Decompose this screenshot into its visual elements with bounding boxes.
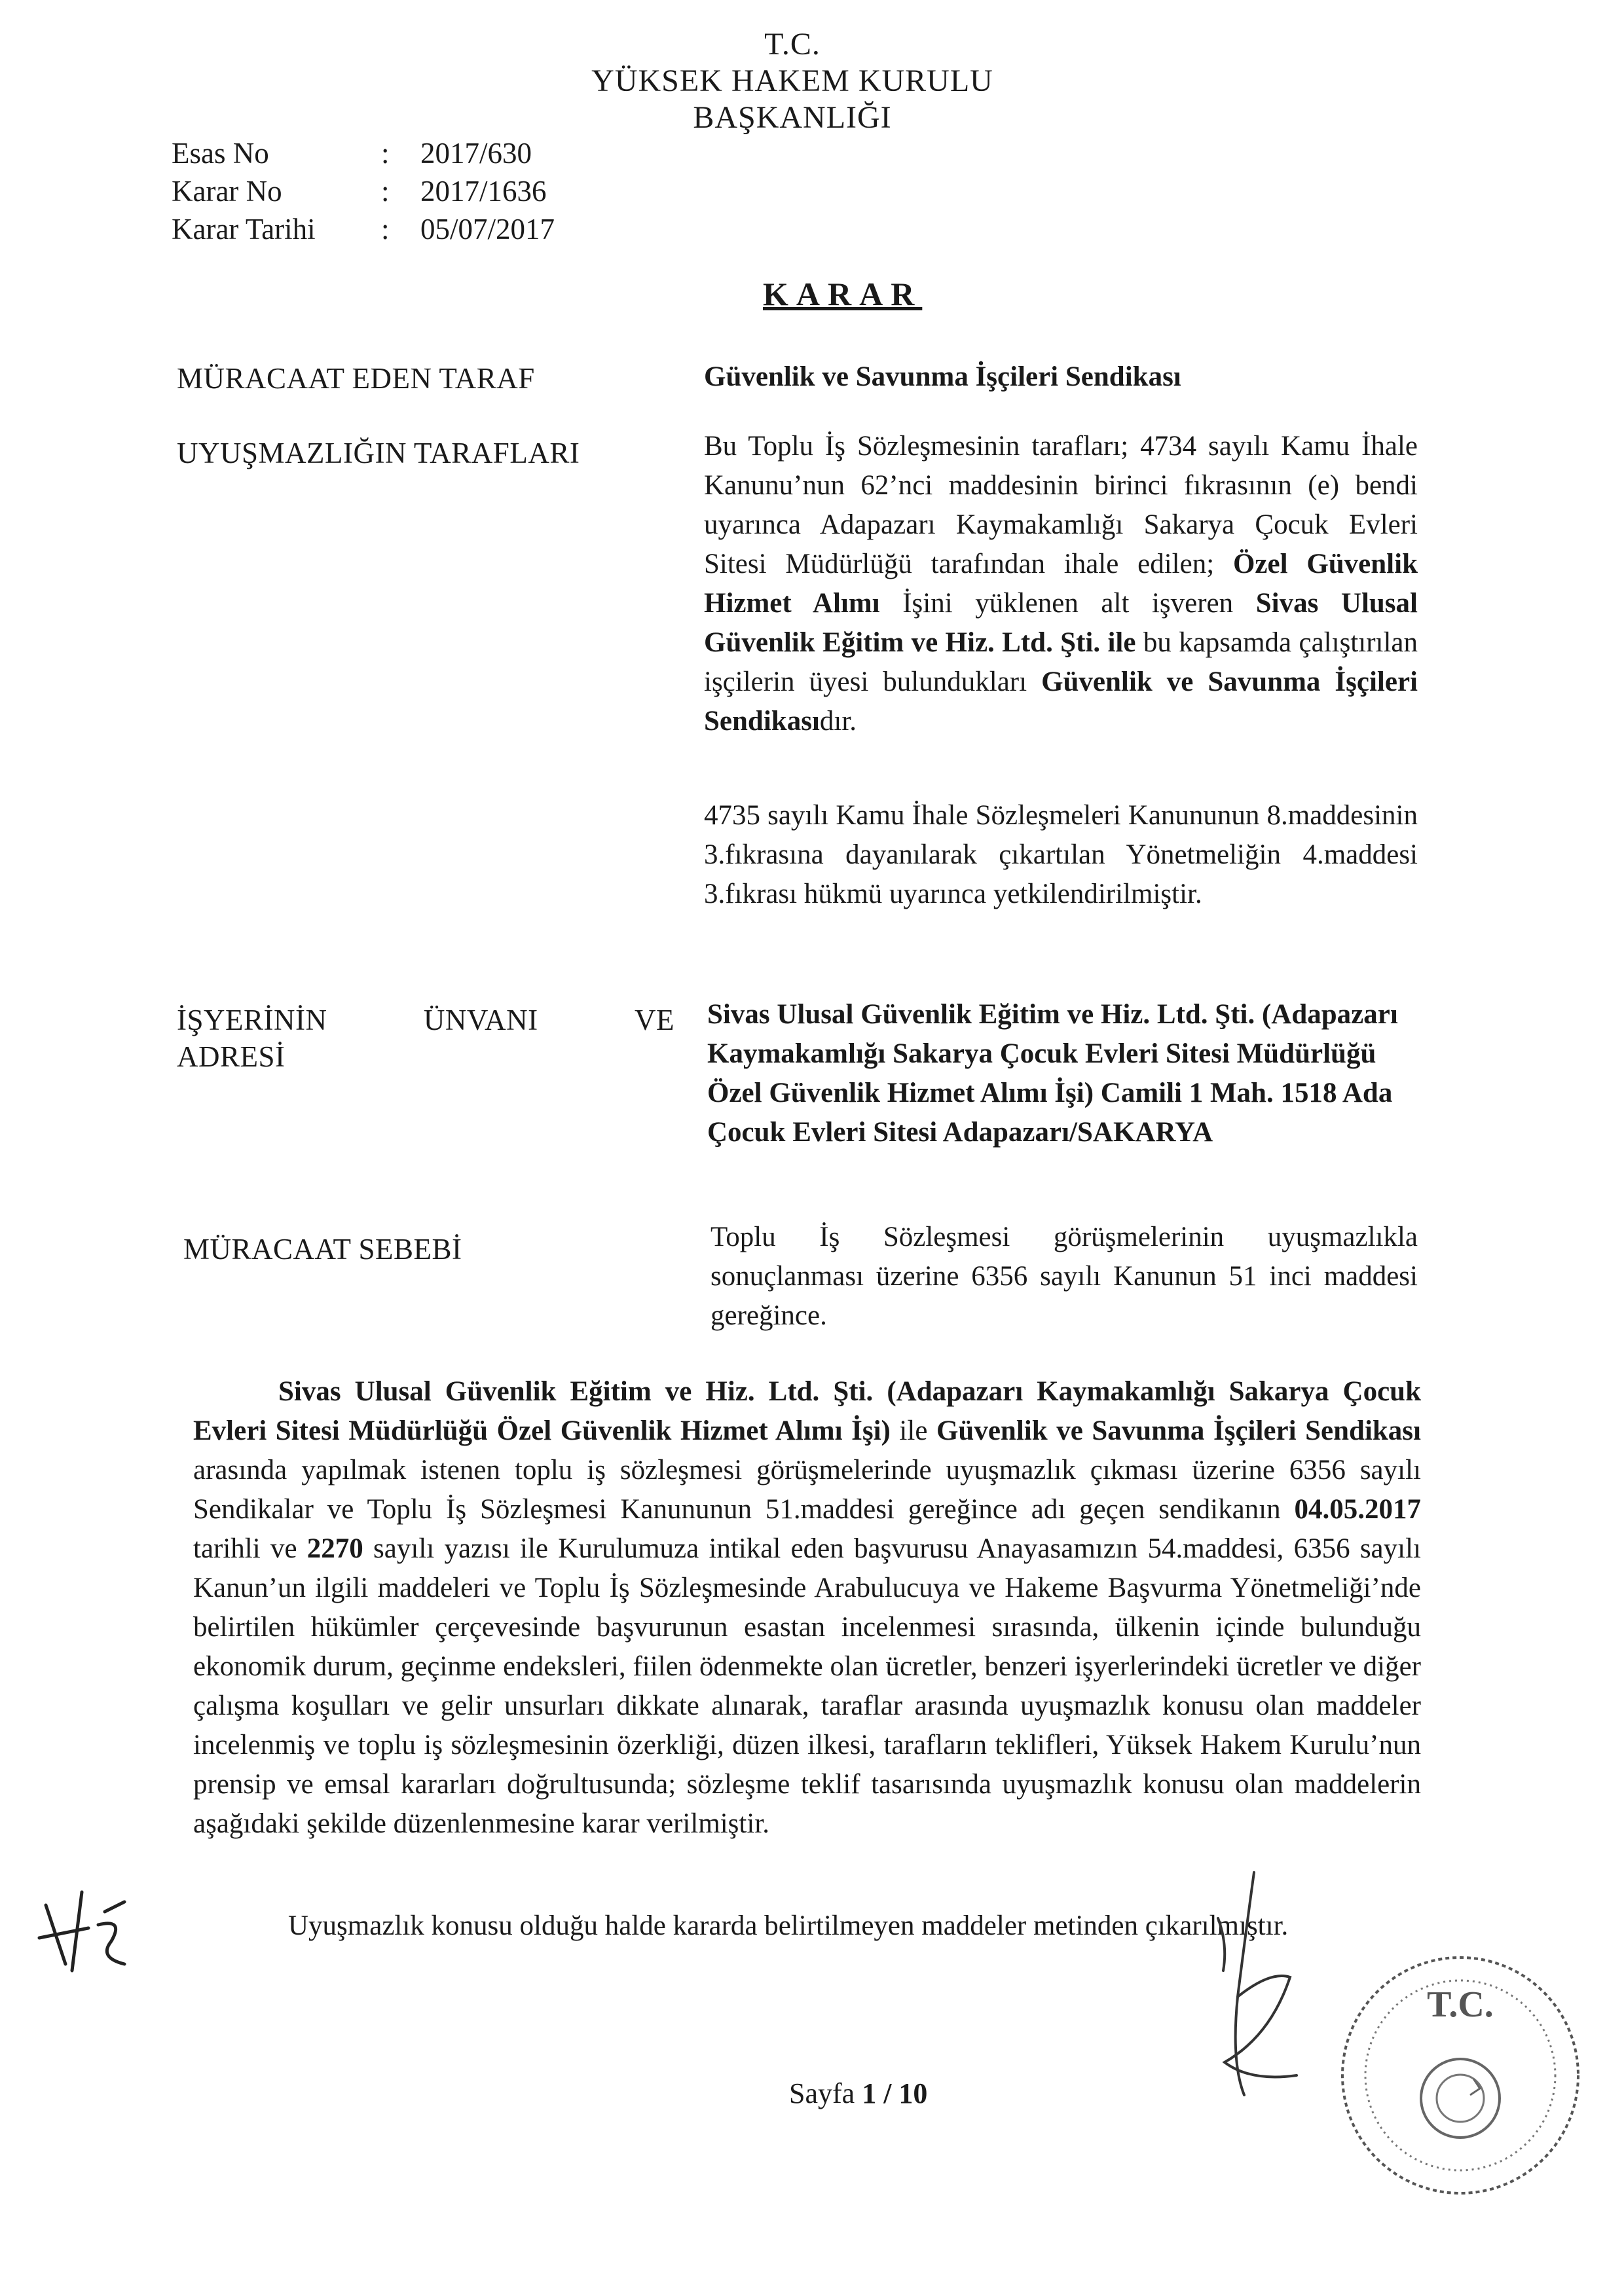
reason-value: Toplu İş Sözleşmesi görüşmelerinin uyuşmazlıkla sonuçlanması üzerine 6356 sayılı Kanunun 51 inci maddesi gereğince.	[710, 1222, 1418, 1331]
parties-employer: Sivas Ulusal Güvenlik Eğitim ve Hiz. Ltd. Şti. ile	[704, 588, 1418, 658]
meta-value: 2017/630	[420, 137, 532, 170]
workplace-label-word: VE	[634, 1004, 674, 1036]
decision-paragraph	[193, 1372, 1421, 1844]
workplace-label	[177, 1002, 674, 1075]
decision-employer: Sivas Ulusal Güvenlik Eğitim ve Hiz. Ltd. Şti. (Adapazarı Kaymakamlığı Sakarya Çocuk Evleri Sitesi Müdürlüğü Özel Güvenlik Hizmet Alımı İşi)	[193, 1376, 1421, 1446]
signature	[1192, 1866, 1310, 2154]
meta-colon: :	[381, 175, 390, 208]
case-meta	[172, 134, 555, 248]
decision-number: 2270	[306, 1533, 363, 1564]
meta-row-esas	[172, 134, 555, 172]
header-presidency: BAŞKANLIĞI	[693, 100, 892, 135]
page-separator: /	[876, 2077, 899, 2109]
parties-text: bu kapsamda çalıştırılan işçilerin üyesi bulundukları	[704, 627, 1418, 697]
decision-text: ile	[890, 1415, 936, 1446]
meta-row-karar	[172, 172, 555, 210]
decision-text: arasında yapılmak istenen toplu iş sözleşmesi görüşmelerinde uyuşmazlık çıkması üzerine 6356 sayılı Sendikalar ve Toplu İş Sözleşmesi Kanununun 51.maddesi gereğince adı geçen sendikanın	[193, 1455, 1421, 1525]
meta-row-tarih	[172, 210, 555, 248]
handwritten-initials	[26, 1866, 144, 1984]
meta-colon: :	[381, 137, 390, 170]
reason-label: MÜRACAAT SEBEBİ	[183, 1233, 462, 1266]
parties-service: Özel Güvenlik Hizmet Alımı	[704, 549, 1418, 619]
header-court: YÜKSEK HAKEM KURULU	[591, 64, 993, 98]
decision-date: 04.05.2017	[1294, 1494, 1421, 1525]
workplace-value: Sivas Ulusal Güvenlik Eğitim ve Hiz. Ltd. Şti. (Adapazarı Kaymakamlığı Sakarya Çocuk Evleri Sitesi Müdürlüğü Özel Güvenlik Hizmet Alımı İşi) Camili 1 Mah. 1518 Ada Çocuk Evleri Sitesi Adapazarı/SAKARYA	[707, 999, 1398, 1148]
decision-text: sayılı yazısı ile Kurulumuza intikal eden başvurusu Anayasamızın 54.maddesi, 6356 sayılı Kanun’un ilgili maddeleri ve Toplu İş Sözleşmesinde Arabulucuya ve Hakeme Başvurma Yönetmeliği’nde belirtilen hükümler çerçevesinde başvurunun esastan incelenmesi sırasında, ülkenin içinde bulunduğu ekonomik durum, geçinme endeksleri, fiilen ödenmekte olan ücretler, benzeri işyerlerindeki ücretler ve diğer çalışma koşulları ve gelir unsurları dikkate alınarak, taraflar arasında uyuşmazlık konusu olan maddeler incelenmiş ve toplu iş sözleşmesinin özerkliği, düzen ilkesi, tarafların teklifleri, Yüksek Hakem Kurulu’nun prensip ve emsal kararları doğrultusunda; sözleşme teklif tasarısında uyuşmazlık konusu olan maddelerin aşağıdaki şekilde düzenlenmesine karar verilmiştir.	[193, 1533, 1421, 1839]
decision-text: tarihli ve	[193, 1533, 307, 1564]
document-title: KARAR	[763, 276, 923, 312]
page-prefix: Sayfa	[789, 2077, 862, 2109]
meta-colon: :	[381, 213, 390, 246]
official-seal	[1323, 1938, 1598, 2213]
meta-label: Karar Tarihi	[172, 213, 316, 246]
meta-label: Karar No	[172, 175, 282, 208]
meta-value: 2017/1636	[420, 175, 547, 208]
parties-paragraph-2: 4735 sayılı Kamu İhale Sözleşmeleri Kanununun 8.maddesinin 3.fıkrasına dayanılarak çıkartılan Yönetmeliğin 4.maddesi 3.fıkrası hükmü uyarınca yetkilendirilmiştir.	[704, 800, 1418, 909]
parties-text: İşini yüklenen alt işveren	[879, 588, 1256, 619]
applicant-value: Güvenlik ve Savunma İşçileri Sendikası	[704, 361, 1181, 392]
header-tc: T.C.	[764, 27, 821, 62]
workplace-label-word: İŞYERİNİN	[177, 1004, 327, 1036]
parties-label: UYUŞMAZLIĞIN TARAFLARI	[177, 437, 580, 469]
parties-paragraph-1	[704, 427, 1418, 741]
page-current: 1	[862, 2077, 877, 2109]
seal-text: T.C.	[1427, 1984, 1494, 2025]
page-total: 10	[898, 2077, 928, 2109]
parties-text: Bu Toplu İş Sözleşmesinin tarafları; 4734 sayılı Kamu İhale Kanunu’nun 62’nci maddesinin birinci fıkrasının (e) bendi uyarınca Adapazarı Kaymakamlığı Sakarya Çocuk Evleri Sitesi Müdürlüğü tarafından ihale edilen;	[704, 431, 1418, 579]
institution-header	[498, 26, 1087, 136]
removed-articles-paragraph: Uyuşmazlık konusu olduğu halde kararda belirtilmeyen maddeler metinden çıkarılmıştır.	[288, 1910, 1289, 1941]
meta-label: Esas No	[172, 137, 269, 170]
decision-union: Güvenlik ve Savunma İşçileri Sendikası	[936, 1415, 1421, 1446]
parties-union: Güvenlik ve Savunma İşçileri Sendikası	[704, 666, 1418, 737]
workplace-label-word: ADRESİ	[177, 1040, 286, 1073]
applicant-label: MÜRACAAT EDEN TARAF	[177, 362, 535, 395]
workplace-label-word: ÜNVANI	[423, 1004, 538, 1036]
meta-value: 05/07/2017	[420, 213, 555, 246]
parties-text: dır.	[819, 706, 857, 737]
page-footer	[789, 2077, 927, 2110]
